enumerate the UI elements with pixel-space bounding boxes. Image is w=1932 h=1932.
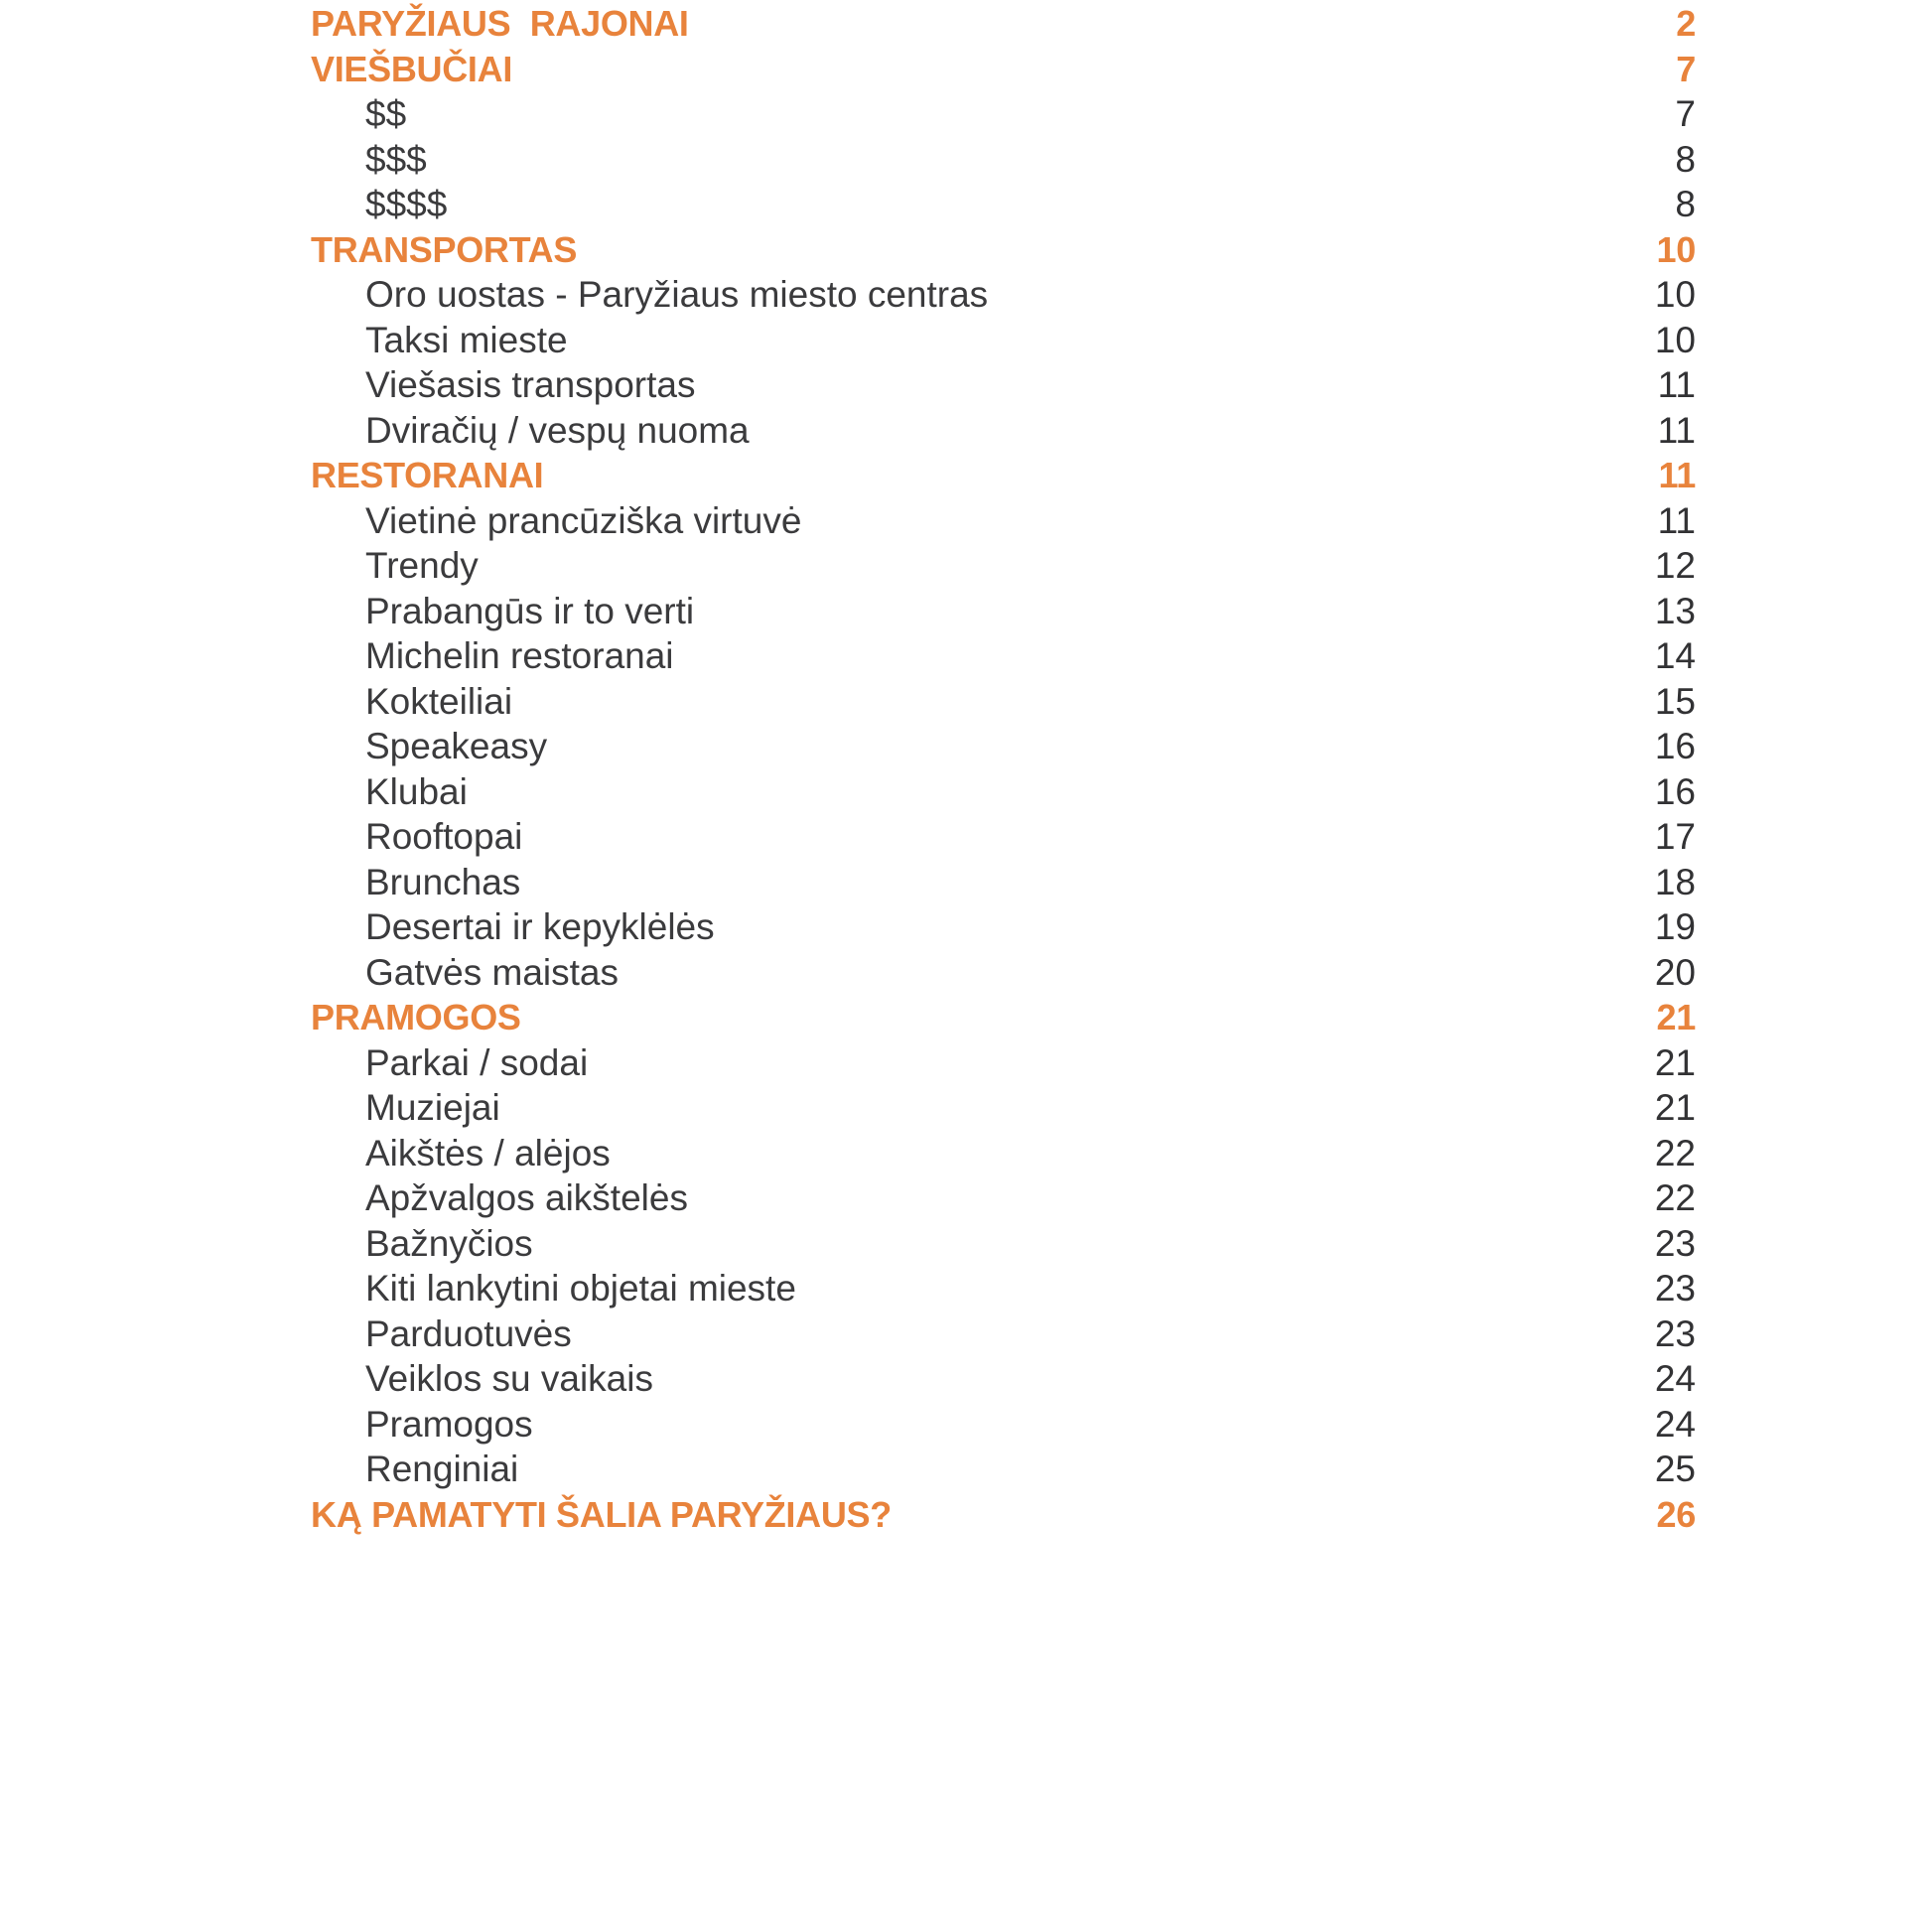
toc-item-row[interactable] bbox=[0, 1266, 1932, 1311]
toc-item-row[interactable] bbox=[0, 543, 1932, 589]
toc-item-label: $$ bbox=[365, 93, 407, 134]
toc-item-label: Dviračių / vespų nuoma bbox=[365, 409, 750, 451]
toc-page-number: 24 bbox=[1654, 1358, 1696, 1399]
toc-page-number: 16 bbox=[1654, 770, 1696, 812]
toc-item-label: Rooftopai bbox=[365, 816, 523, 857]
toc-item-label: Vietinė prancūziška virtuvė bbox=[365, 499, 802, 541]
toc-item-label: Desertai ir kepyklėlės bbox=[365, 906, 715, 947]
toc-item-row[interactable] bbox=[0, 408, 1932, 454]
toc-page-number: 23 bbox=[1654, 1222, 1696, 1264]
toc-page-number: 13 bbox=[1654, 590, 1696, 631]
toc-item-row[interactable] bbox=[0, 1356, 1932, 1402]
toc-page-number: 21 bbox=[1654, 1087, 1696, 1128]
toc-page-number: 18 bbox=[1654, 861, 1696, 902]
toc-item-label: Gatvės maistas bbox=[365, 951, 619, 993]
toc-item-row[interactable] bbox=[0, 950, 1932, 996]
toc-item-label: Taksi mieste bbox=[365, 319, 568, 360]
toc-item-label: Pramogos bbox=[365, 1403, 533, 1445]
toc-item-row[interactable] bbox=[0, 362, 1932, 408]
toc-item-label: $$$$ bbox=[365, 184, 448, 224]
toc-item-label: Kokteiliai bbox=[365, 680, 513, 722]
toc-item-row[interactable] bbox=[0, 1085, 1932, 1131]
toc-item-row[interactable] bbox=[0, 860, 1932, 905]
toc-item-row[interactable] bbox=[0, 1447, 1932, 1492]
toc-item-label: Kiti lankytini objetai mieste bbox=[365, 1268, 796, 1309]
toc-page-number: 21 bbox=[1654, 1041, 1696, 1083]
toc-item-label: Apžvalgos aikštelės bbox=[365, 1177, 688, 1218]
toc-page-number: 11 bbox=[1657, 499, 1696, 541]
toc-item-label: Prabangūs ir to verti bbox=[365, 590, 695, 631]
toc-section-row[interactable] bbox=[0, 1, 1932, 47]
toc-section-row[interactable] bbox=[0, 453, 1932, 498]
toc-page-number: 22 bbox=[1654, 1177, 1696, 1218]
toc-item-label: Michelin restoranai bbox=[365, 635, 674, 676]
toc-section-row[interactable] bbox=[0, 995, 1932, 1040]
toc-item-label: Parkai / sodai bbox=[365, 1041, 589, 1083]
toc-item-row[interactable] bbox=[0, 137, 1932, 183]
toc-page-number: 16 bbox=[1654, 726, 1696, 766]
toc-item-row[interactable] bbox=[0, 904, 1932, 950]
toc-section-label: VIEŠBUČIAI bbox=[311, 48, 513, 89]
toc-page-number: 17 bbox=[1654, 816, 1696, 857]
toc-page-number: 7 bbox=[1675, 93, 1696, 134]
toc-item-row[interactable] bbox=[0, 1402, 1932, 1448]
toc-section-label: RESTORANAI bbox=[311, 455, 544, 495]
toc-item-label: Veiklos su vaikais bbox=[365, 1358, 653, 1399]
toc-page-number: 10 bbox=[1656, 228, 1696, 270]
toc-section-row[interactable] bbox=[0, 47, 1932, 92]
toc-item-row[interactable] bbox=[0, 1175, 1932, 1221]
toc-section-label: PRAMOGOS bbox=[311, 997, 521, 1037]
toc-page-number: 8 bbox=[1675, 184, 1696, 224]
toc-page-number: 24 bbox=[1654, 1403, 1696, 1445]
toc-section-row[interactable] bbox=[0, 227, 1932, 273]
toc-page-number: 15 bbox=[1654, 680, 1696, 722]
toc-item-row[interactable] bbox=[0, 814, 1932, 860]
toc-item-row[interactable] bbox=[0, 91, 1932, 137]
toc-section-label: PARYŽIAUS RAJONAI bbox=[311, 3, 689, 44]
toc-item-row[interactable] bbox=[0, 1040, 1932, 1086]
toc-page-number: 21 bbox=[1656, 997, 1696, 1037]
toc-item-row[interactable] bbox=[0, 272, 1932, 318]
toc-section-label: KĄ PAMATYTI ŠALIA PARYŽIAUS? bbox=[311, 1493, 892, 1535]
toc-item-label: Muziejai bbox=[365, 1087, 500, 1128]
toc-page-number: 11 bbox=[1657, 409, 1696, 451]
toc-item-label: Oro uostas - Paryžiaus miesto centras bbox=[365, 274, 989, 315]
toc-item-label: Klubai bbox=[365, 770, 468, 812]
toc-item-label: Brunchas bbox=[365, 861, 521, 902]
toc-item-label: Trendy bbox=[365, 545, 479, 586]
toc-page-number: 25 bbox=[1654, 1449, 1696, 1489]
toc-item-row[interactable] bbox=[0, 679, 1932, 725]
toc-item-label: Bažnyčios bbox=[365, 1222, 533, 1264]
toc-item-label: Parduotuvės bbox=[365, 1312, 572, 1354]
toc-section-row[interactable] bbox=[0, 1492, 1932, 1538]
toc-page-number: 11 bbox=[1657, 364, 1696, 405]
toc-item-label: Renginiai bbox=[365, 1449, 519, 1489]
toc-item-label: Aikštės / alėjos bbox=[365, 1132, 611, 1173]
toc-item-row[interactable] bbox=[0, 1221, 1932, 1267]
toc-item-label: Speakeasy bbox=[365, 726, 548, 766]
toc-page-number: 22 bbox=[1654, 1132, 1696, 1173]
toc-section-label: TRANSPORTAS bbox=[311, 228, 578, 270]
toc-item-label: Viešasis transportas bbox=[365, 364, 696, 405]
toc-item-row[interactable] bbox=[0, 1311, 1932, 1357]
toc-page-number: 23 bbox=[1654, 1312, 1696, 1354]
table-of-contents bbox=[0, 1, 1932, 1537]
toc-page-number: 2 bbox=[1676, 3, 1696, 44]
toc-page-number: 19 bbox=[1654, 906, 1696, 947]
toc-page-number: 14 bbox=[1654, 635, 1696, 676]
toc-item-row[interactable] bbox=[0, 318, 1932, 363]
toc-item-row[interactable] bbox=[0, 633, 1932, 679]
toc-page-number: 10 bbox=[1654, 319, 1696, 360]
toc-item-row[interactable] bbox=[0, 589, 1932, 634]
toc-page-number: 26 bbox=[1656, 1493, 1696, 1535]
toc-page-number: 20 bbox=[1654, 951, 1696, 993]
toc-page-number: 11 bbox=[1658, 455, 1696, 495]
toc-page-number: 7 bbox=[1676, 48, 1696, 89]
toc-item-row[interactable] bbox=[0, 498, 1932, 544]
toc-item-row[interactable] bbox=[0, 182, 1932, 227]
toc-page-number: 10 bbox=[1654, 274, 1696, 315]
toc-page-number: 23 bbox=[1654, 1268, 1696, 1309]
toc-item-row[interactable] bbox=[0, 1131, 1932, 1176]
toc-item-row[interactable] bbox=[0, 724, 1932, 769]
toc-item-label: $$$ bbox=[365, 138, 427, 180]
toc-item-row[interactable] bbox=[0, 769, 1932, 815]
toc-page-number: 12 bbox=[1654, 545, 1696, 586]
toc-page-number: 8 bbox=[1675, 138, 1696, 180]
